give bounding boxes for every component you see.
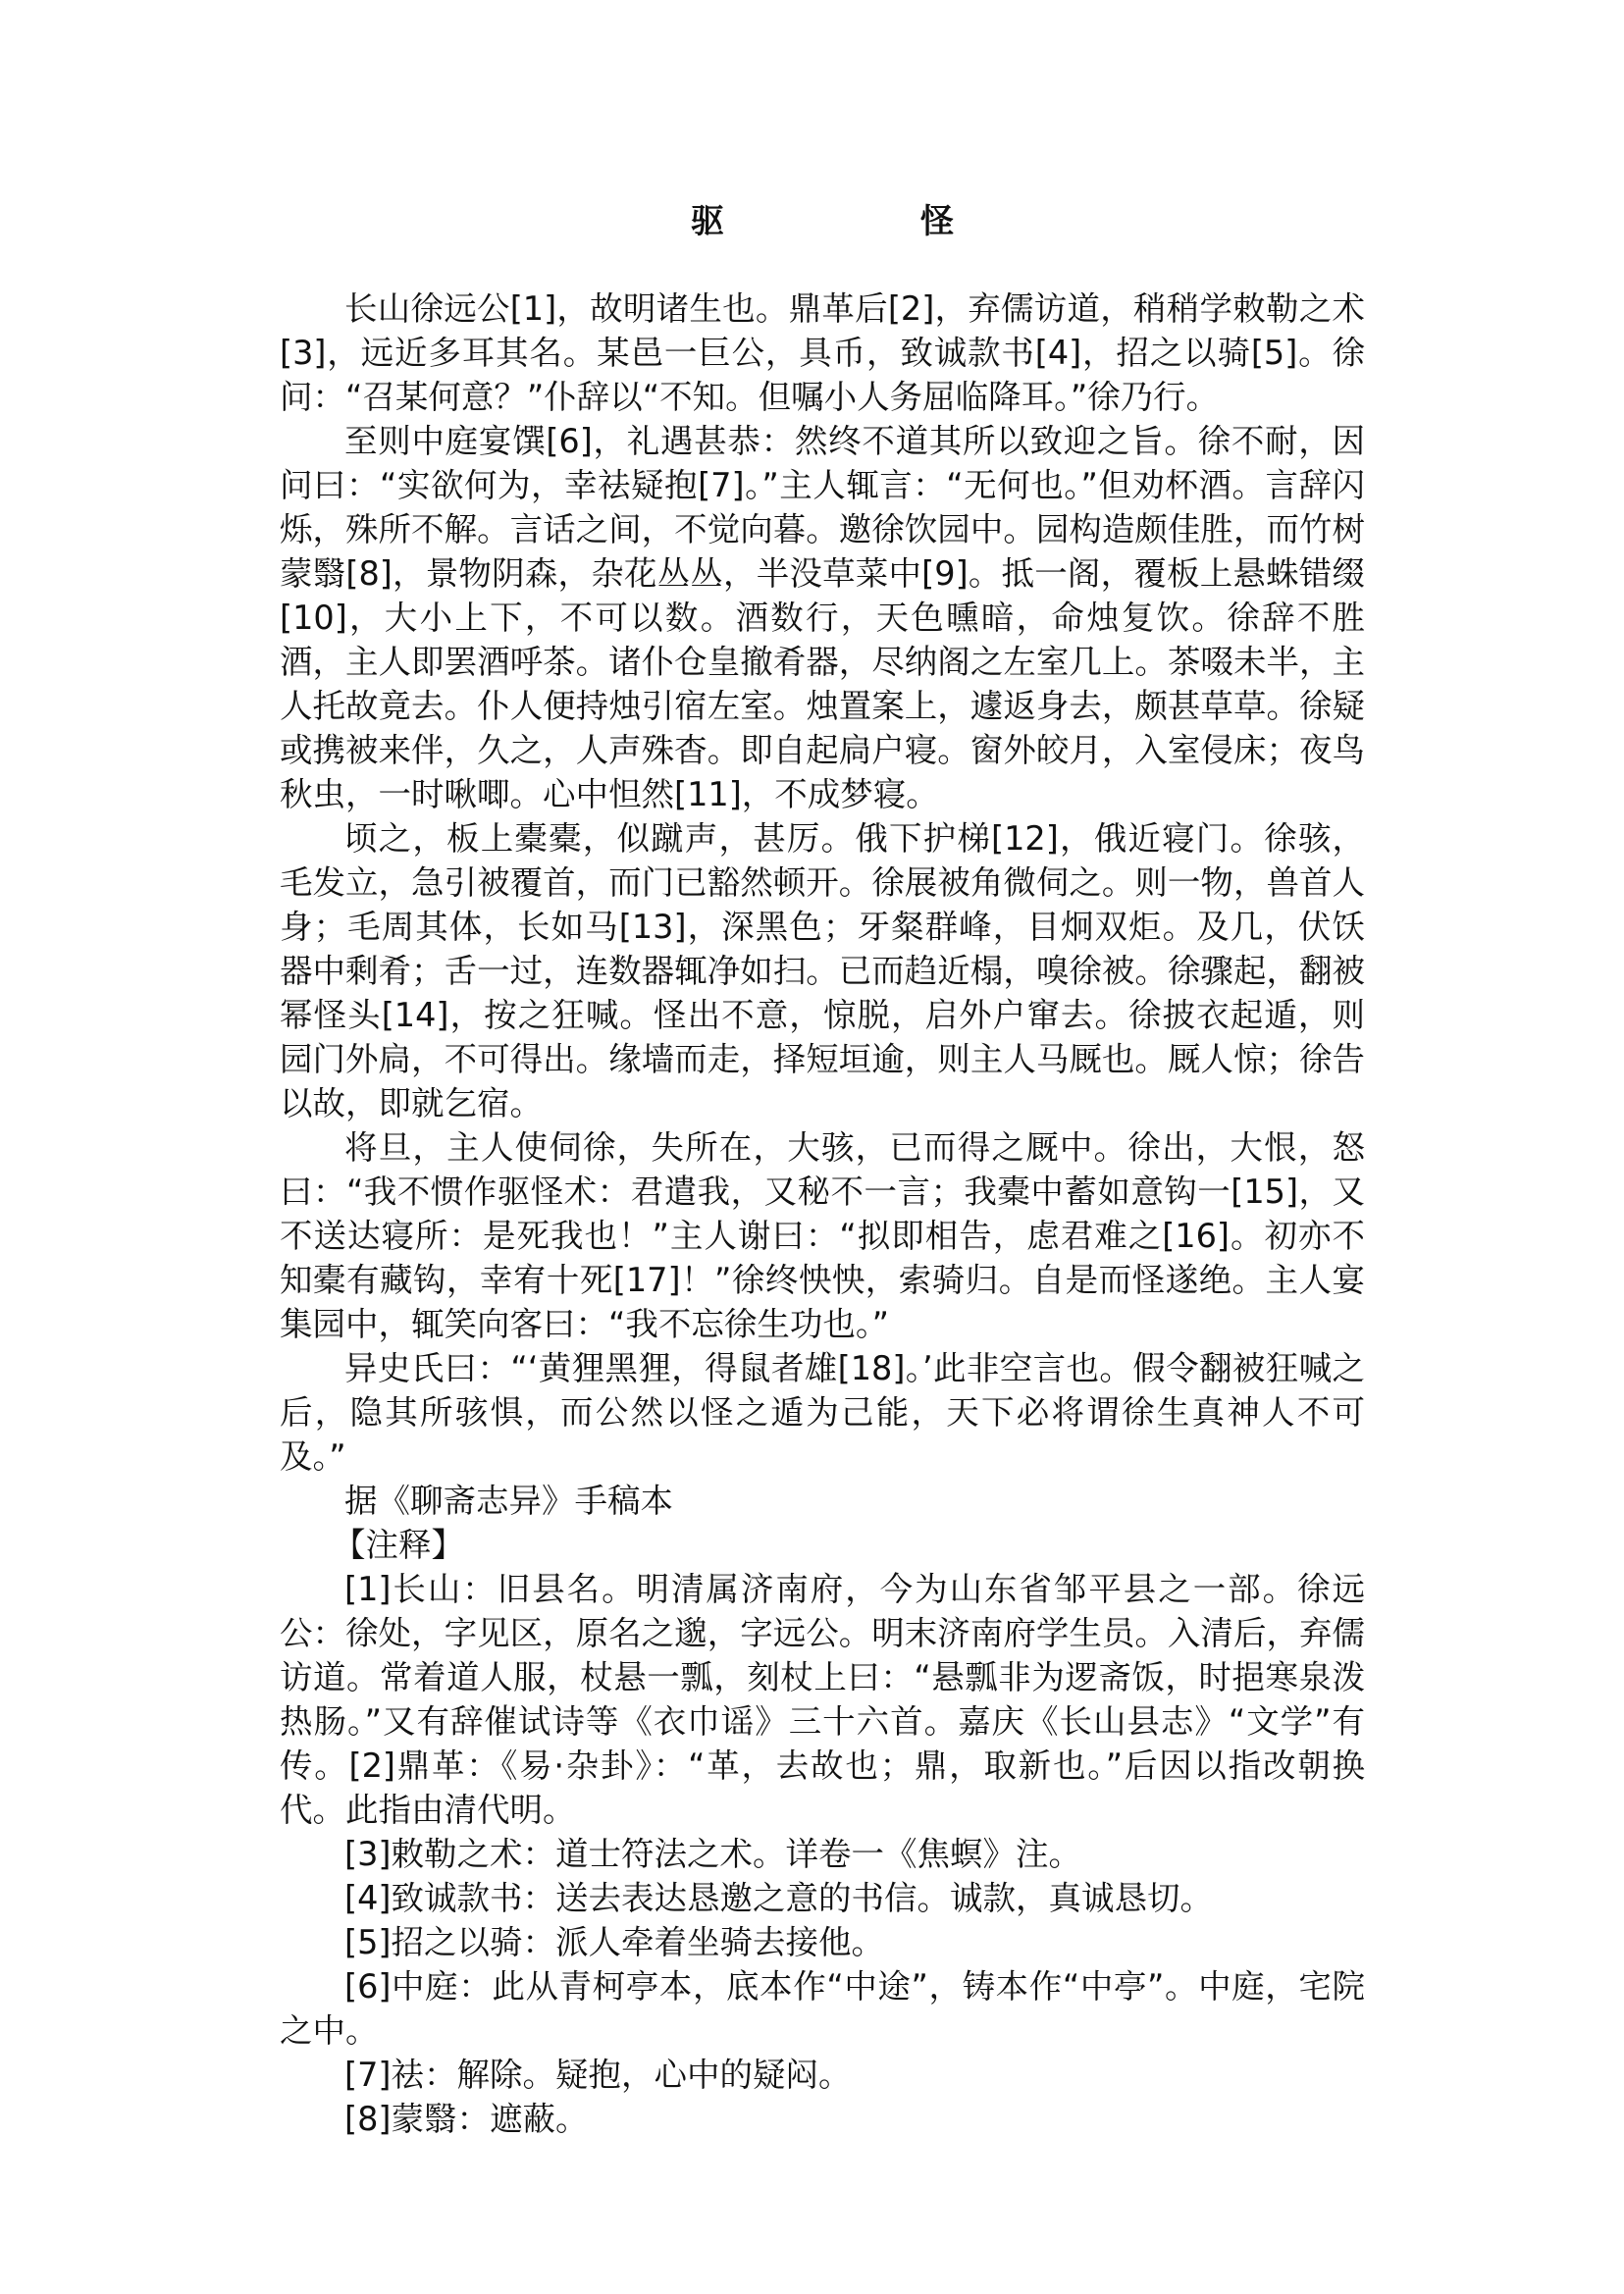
note-8: [8]蒙翳：遮蔽。: [344, 2100, 589, 2138]
note-7: [7]祛：解除。疑抱，心中的疑闷。: [344, 2056, 852, 2094]
note-3: [3]敕勒之术：道士符法之术。详卷一《焦螟》注。: [344, 1835, 1081, 1873]
page-title: 驱 怪: [691, 202, 997, 241]
note-6: [6]中庭：此从青柯亭本，底本作“中途”，铸本作“中亭”。中庭，宅院之中。: [280, 1967, 1365, 2050]
document-page: [280, 198, 1365, 2141]
note-4: [4]致诚款书：送去表达恳邀之意的书信。诚款，真诚恳切。: [344, 1879, 1213, 1917]
body-paragraph-2: 至则中庭宴馔[6]，礼遇甚恭：然终不道其所以致迎之旨。徐不耐，因问曰：“实欲何为，幸祛疑抱[7]。”主人辄言：“无何也。”但劝杯酒。言辞闪烁，殊所不解。言话之间，不觉向暮。邀徐饮园中。园构造颇佳胜，而竹树蒙翳[8]，景物阴森，杂花丛丛，半没草菜中[9]。抵一阁，覆板上悬蛛错缀[10]，大小上下，不可以数。酒数行，天色曛暗，命烛复饮。徐辞不胜酒，主人即罢酒呼茶。诸仆仓皇撤肴器，尽纳阁之左室几上。茶啜未半，主人托故竟去。仆人便持烛引宿左室。烛置案上，遽返身去，颇甚草草。徐疑或携被来伴，久之，人声殊杳。即自起扃户寝。窗外皎月，入室侵床；夜鸟秋虫，一时啾唧。心中怛然[11]，不成梦寝。: [280, 422, 1365, 813]
notes-heading: 【注释】: [333, 1526, 464, 1564]
body-paragraph-1: 长山徐远公[1]，故明诸生也。鼎革后[2]，弃儒访道，稍稍学敕勒之术[3]，远近多耳其名。某邑一巨公，具币，致诚款书[4]，招之以骑[5]。徐问：“召某何意？”仆辞以“不知。但嘱小人务屈临降耳。”徐乃行。: [280, 289, 1365, 416]
source-line: 据《聊斋志异》手稿本: [344, 1482, 673, 1520]
note-5: [5]招之以骑：派人牵着坐骑去接他。: [344, 1923, 884, 1961]
note-1-2: [1]长山：旧县名。明清属济南府，今为山东省邹平县之一部。徐远公：徐处，字见区，原名之邈，字远公。明末济南府学生员。入清后，弃儒访道。常着道人服，杖悬一瓢，刻杖上曰：“悬瓢非为逻斋饭，时挹寒泉泼热肠。”又有辞催试诗等《衣巾谣》三十六首。嘉庆《长山县志》“文学”有传。[2]鼎革：《易·杂卦》：“革，去故也；鼎，取新也。”后因以指改朝换代。此指由清代明。: [280, 1570, 1365, 1829]
body-paragraph-4: 将旦，主人使伺徐，失所在，大骇，已而得之厩中。徐出，大恨，怒曰：“我不惯作驱怪术：君遣我，又秘不一言；我橐中蓄如意钩一[15]，又不送达寝所：是死我也！”主人谢曰：“拟即相告，虑君难之[16]。初亦不知橐有藏钩，幸宥十死[17]！”徐终怏怏，索骑归。自是而怪遂绝。主人宴集园中，辄笑向客曰：“我不忘徐生功也。”: [280, 1128, 1365, 1343]
body-paragraph-3: 顷之，板上橐橐，似蹴声，甚厉。俄下护梯[12]，俄近寝门。徐骇，毛发立，急引被覆首，而门已豁然顿开。徐展被角微伺之。则一物，兽首人身；毛周其体，长如马[13]，深黑色；牙粲群峰，目炯双炬。及几，伏饫器中剩肴；舌一过，连数器辄净如扫。已而趋近榻，嗅徐被。徐骤起，翻被幂怪头[14]，按之狂喊。怪出不意，惊脱，启外户窜去。徐披衣起遁，则园门外扃，不可得出。缘墙而走，择短垣逾，则主人马厩也。厩人惊；徐告以故，即就乞宿。: [280, 819, 1365, 1122]
commentary-paragraph: 异史氏曰：“‘黄狸黑狸，得鼠者雄[18]。’此非空言也。假令翻被狂喊之后，隐其所骇惧，而公然以怪之遁为己能，天下必将谓徐生真神人不可及。”: [280, 1349, 1365, 1476]
